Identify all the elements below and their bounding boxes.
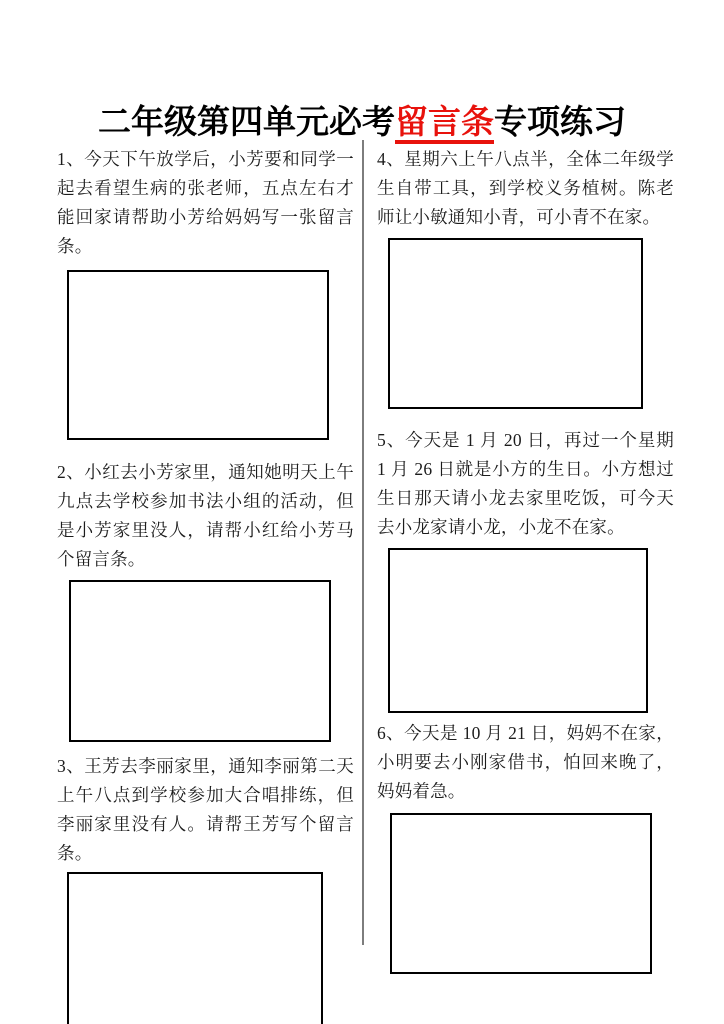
exercise-1 bbox=[57, 145, 354, 440]
title-prefix: 二年级第四单元必考 bbox=[98, 103, 395, 141]
exercise-4-text: 4、星期六上午八点半，全体二年级学生自带工具，到学校义务植树。陈老师让小敏通知小青，可小青不在家。 bbox=[377, 149, 674, 227]
exercise-5-answer-box[interactable] bbox=[388, 548, 648, 713]
exercise-1-text: 1、今天下午放学后，小芳要和同学一起去看望生病的张老师，五点左右才能回家请帮助小芳给妈妈写一张留言条。 bbox=[57, 149, 354, 256]
exercise-3-answer-box[interactable] bbox=[67, 872, 323, 1024]
exercise-2-text: 2、小红去小芳家里，通知她明天上午九点去学校参加书法小组的活动，但是小芳家里没人，请帮小红给小芳马个留言条。 bbox=[57, 462, 354, 569]
exercise-2 bbox=[57, 458, 354, 742]
exercise-5-text: 5、今天是 1 月 20 日，再过一个星期 1 月 26 日就是小方的生日。小方想过生日那天请小龙去家里吃饭，可今天去小龙家请小龙，小龙不在家。 bbox=[377, 430, 674, 537]
exercise-4 bbox=[377, 145, 674, 409]
exercise-3-text: 3、王芳去李丽家里，通知李丽第二天上午八点到学校参加大合唱排练，但李丽家里没有人。请帮王芳写个留言条。 bbox=[57, 756, 354, 863]
exercise-1-answer-box[interactable] bbox=[67, 270, 329, 440]
exercise-5 bbox=[377, 426, 674, 713]
column-divider bbox=[362, 140, 364, 945]
title-highlight: 留言条 bbox=[395, 103, 494, 144]
exercise-4-answer-box[interactable] bbox=[388, 238, 643, 409]
exercise-3 bbox=[57, 752, 354, 1024]
exercise-6-text: 6、今天是 10 月 21 日，妈妈不在家，小明要去小刚家借书，怕回来晚了，妈妈着急。 bbox=[377, 723, 674, 801]
exercise-6 bbox=[377, 719, 674, 974]
right-column bbox=[377, 145, 674, 974]
page-title bbox=[0, 102, 724, 142]
left-column bbox=[57, 145, 354, 1024]
exercise-2-answer-box[interactable] bbox=[69, 580, 331, 742]
title-suffix: 专项练习 bbox=[494, 103, 626, 141]
exercise-6-answer-box[interactable] bbox=[390, 813, 652, 974]
